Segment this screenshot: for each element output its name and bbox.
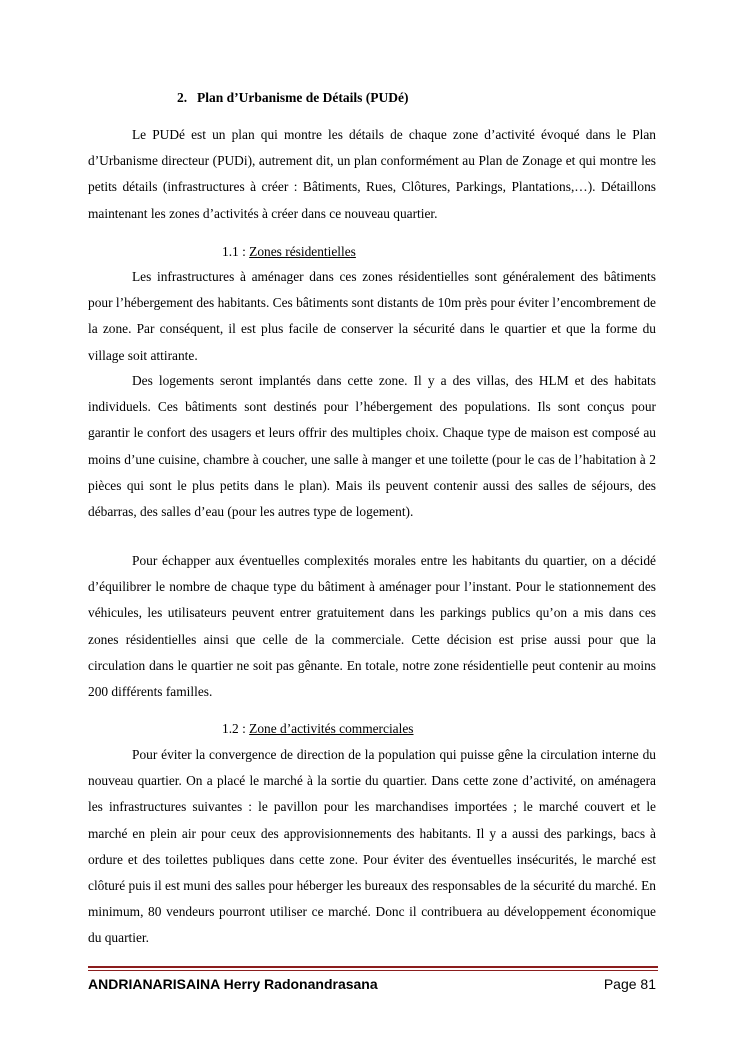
section-title: Plan d’Urbanisme de Détails (PUDé) [197,90,409,105]
subsection-heading-residential [222,243,356,261]
subsection-prefix: 1.2 : [222,721,250,736]
paragraph-residential-3: Pour échapper aux éventuelles complexités morales entre les habitants du quartier, on a décidé d’équilibrer le nombre de chaque type du bâtiment à aménager pour l’instant. Pour le stationnement des véhicules, les utilisateurs peuvent entrer gratuitement dans les parkings publics qu’on a mis dans ces zones résidentielles ainsi que celle de la commerciale. Cette décision est prise aussi pour que la circulation dans le quartier ne soit pas gênante. En totale, notre zone résidentielle peut contenir au moins 200 différents familles. [88,553,656,700]
paragraph-residential-1: Les infrastructures à aménager dans ces zones résidentielles sont généralement des bâtiments pour l’hébergement des habitants. Ces bâtiments sont distants de 10m près pour éviter l’encombrement de la zone. Par conséquent, il est plus facile de conserver la sécurité dans le quartier et que la forme du village soit attirante. [88,269,656,363]
subsection-title: Zones résidentielles [249,244,356,259]
intro-paragraph: Le PUDé est un plan qui montre les détails de chaque zone d’activité évoqué dans le Plan d’Urbanisme directeur (PUDi), autrement dit, un plan conformément au Plan de Zonage et qui montre les petits détails (infrastructures à créer : Bâtiments, Rues, Clôtures, Parkings, Plantations,…). Détaillons maintenant les zones d’activités à créer dans ce nouveau quartier. [88,127,656,221]
subsection-prefix: 1.1 : [222,244,250,259]
footer-author: ANDRIANARISAINA Herry Radonandrasana [88,976,378,992]
paragraph-residential-2: Des logements seront implantés dans cette zone. Il y a des villas, des HLM et des habitats individuels. Ces bâtiments sont destinés pour l’hébergement des populations. Ils sont conçus pour garantir le confort des usagers et leurs offrir des multiples choix. Chaque type de maison est composé au moins d’une cuisine, chambre à coucher, une salle à manger et une toilette (pour le cas de l’habitation à 2 pièces qui sont le plus petits dans le plan). Mais ils peuvent contenir aussi des salles de séjours, des débarras, des salles d’eau (pour les autres type de logement). [88,373,656,520]
paragraph-commercial-1: Pour éviter la convergence de direction de la population qui puisse gêne la circulation interne du nouveau quartier. On a placé le marché à la sortie du quartier. Dans cette zone d’activité, on aménagera les infrastructures suivantes : le pavillon pour les marchandises importées ; le marché couvert et le marché en plein air pour ceux des approvisionnements des habitants. Il y a aussi des parkings, bacs à ordure et des toilettes publiques dans cette zone. Pour éviter des éventuelles insécurités, le marché est clôturé puis il est muni des salles pour héberger les bureaux des responsables de la sécurité du marché. En minimum, 80 vendeurs pourront utiliser ce marché. Donc il contribuera au développement économique du quartier. [88,747,656,946]
footer-divider [88,966,658,968]
subsection-title: Zone d’activités commerciales [249,721,414,736]
footer-divider-thin [88,970,658,971]
page-number: Page 81 [603,976,656,992]
subsection-heading-commercial [222,720,414,738]
section-number: 2. [177,90,188,105]
section-heading [177,89,408,107]
